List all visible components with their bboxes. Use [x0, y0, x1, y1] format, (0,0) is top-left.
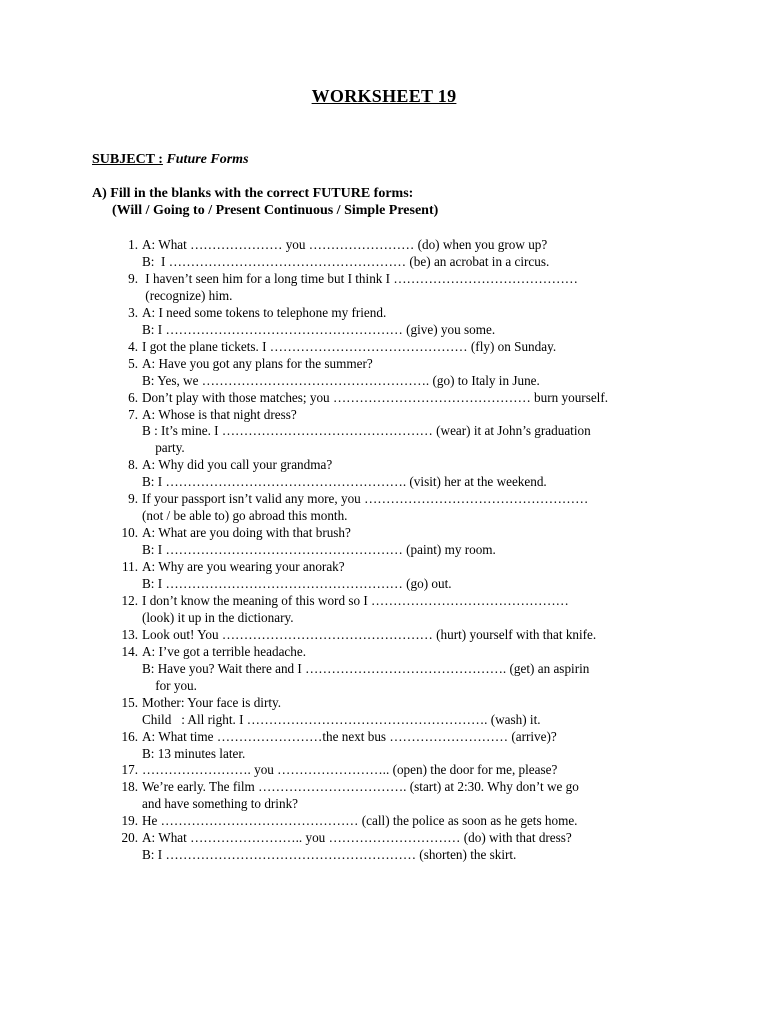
question-number: 8. — [128, 457, 138, 472]
exercise-line: A: I need some tokens to telephone my friend. — [142, 305, 387, 320]
exercise-line: A: What are you doing with that brush? — [142, 525, 351, 540]
exercise-line: A: What time ……………………the next bus ……………………… (arrive)? — [142, 729, 557, 744]
question-number: 20. — [121, 830, 138, 845]
exercise-line: We’re early. The film ……………………………. (start) at 2:30. Why don’t we go — [142, 779, 579, 794]
question-number: 9. — [128, 271, 138, 286]
exercise-line: If your passport isn’t valid any more, you …………………………………………… — [142, 491, 589, 506]
question-number: 6. — [128, 390, 138, 405]
exercise-line: B: I ……………………………………………… (be) an acrobat in a circus. — [142, 254, 550, 269]
question-number: 9. — [128, 491, 138, 506]
question-number: 5. — [128, 356, 138, 371]
exercise-line: A: Why did you call your grandma? — [142, 457, 333, 472]
section-subheading: (Will / Going to / Present Continuous / Simple Present) — [112, 203, 439, 218]
question-number: 4. — [128, 339, 138, 354]
exercise-line: (look) it up in the dictionary. — [142, 610, 294, 625]
exercise-line: A: I’ve got a terrible headache. — [142, 644, 307, 659]
exercise-line: and have something to drink? — [142, 796, 299, 811]
exercise-line: B: Yes, we ……………………………………………. (go) to Italy in June. — [142, 373, 540, 388]
exercise-line: for you. — [142, 678, 197, 693]
exercise-line: B: I ……………………………………………… (give) you some. — [142, 322, 496, 337]
exercise-line: A: What ………………… you …………………… (do) when you grow up? — [142, 237, 548, 252]
exercise-line: B: I ……………………………………………… (go) out. — [142, 576, 452, 591]
exercise-line: I got the plane tickets. I ……………………………………… (fly) on Sunday. — [142, 339, 557, 354]
question-number: 13. — [121, 627, 138, 642]
exercise-line: B: 13 minutes later. — [142, 746, 246, 761]
exercise-line: ……………………. you …………………….. (open) the door for me, please? — [142, 762, 558, 777]
exercise-line: I don’t know the meaning of this word so I ……………………………………… — [142, 593, 569, 608]
subject-value: Future Forms — [166, 152, 249, 167]
question-number: 12. — [121, 593, 138, 608]
exercise-line: B: I ………………………………………………. (visit) her at the weekend. — [142, 474, 547, 489]
question-number: 7. — [128, 407, 138, 422]
exercise-line: (recognize) him. — [142, 288, 233, 303]
exercise-line: B: I ………………………………………………… (shorten) the skirt. — [142, 847, 517, 862]
question-number: 10. — [121, 525, 138, 540]
question-number: 15. — [121, 695, 138, 710]
exercise-line: Child : All right. I ………………………………………………. (wash) it. — [142, 712, 541, 727]
exercise-line: A: Have you got any plans for the summer? — [142, 356, 373, 371]
exercise-line: party. — [142, 440, 185, 455]
exercise-line: B : It’s mine. I ………………………………………… (wear) it at John’s graduation — [142, 423, 591, 438]
exercise-line: Mother: Your face is dirty. — [142, 695, 282, 710]
question-number: 14. — [121, 644, 138, 659]
worksheet-title: WORKSHEET 19 — [311, 86, 457, 106]
question-number: 18. — [121, 779, 138, 794]
exercise-line: B: Have you? Wait there and I ………………………………………. (get) an aspirin — [142, 661, 590, 676]
question-number: 3. — [128, 305, 138, 320]
exercise-line: Look out! You ………………………………………… (hurt) yourself with that knife. — [142, 627, 597, 642]
subject-line — [92, 152, 249, 168]
question-number: 19. — [121, 813, 138, 828]
question-number: 1. — [128, 237, 138, 252]
question-number: 11. — [122, 559, 138, 574]
exercise-line: Don’t play with those matches; you ……………………………………… burn yourself. — [142, 390, 609, 405]
subject-label: SUBJECT : — [92, 152, 163, 167]
question-number: 17. — [121, 762, 138, 777]
exercise-line: (not / be able to) go abroad this month. — [142, 508, 348, 523]
exercise-line: A: Whose is that night dress? — [142, 407, 297, 422]
section-heading: A) Fill in the blanks with the correct FUTURE forms: — [92, 186, 414, 201]
exercise-line: B: I ……………………………………………… (paint) my room. — [142, 542, 496, 557]
exercise-line: He ……………………………………… (call) the police as soon as he gets home. — [142, 813, 578, 828]
exercise-line: A: What …………………….. you ………………………… (do) with that dress? — [142, 830, 572, 845]
exercise-line: I haven’t seen him for a long time but I think I …………………………………… — [142, 271, 578, 286]
exercise-line: A: Why are you wearing your anorak? — [142, 559, 345, 574]
question-number: 16. — [121, 729, 138, 744]
